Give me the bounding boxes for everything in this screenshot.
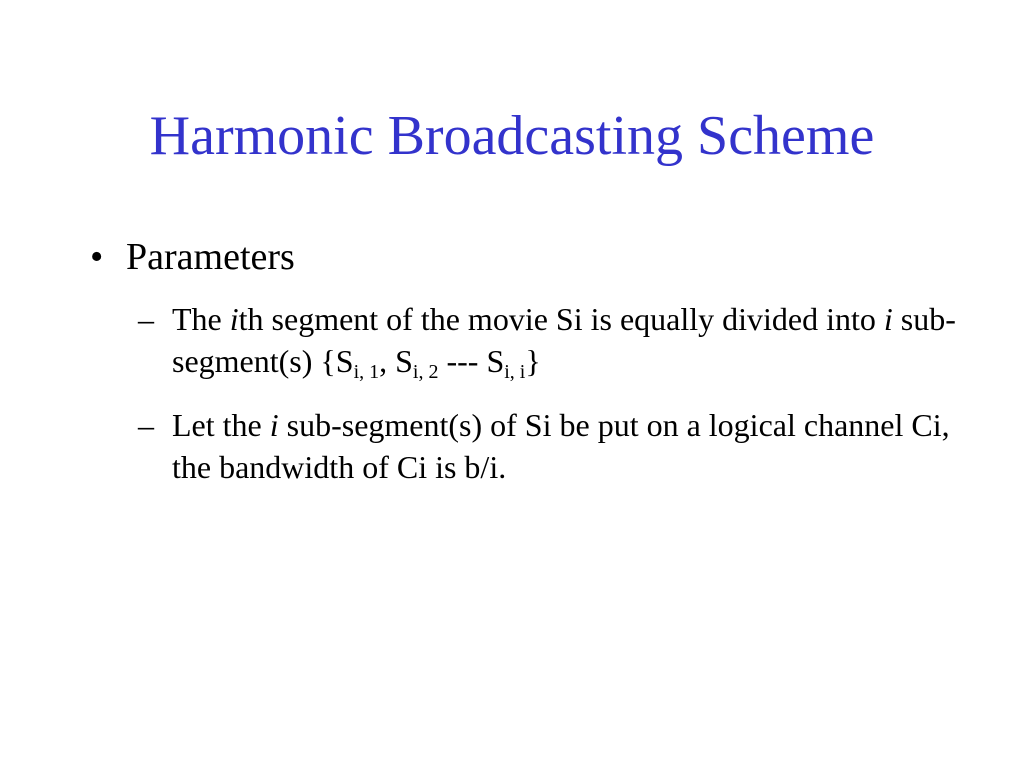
text-run: , S: [379, 343, 413, 379]
subscript: i, 2: [412, 361, 439, 383]
sub-bullet-logical-channel: [138, 404, 958, 488]
italic-text: i: [269, 407, 279, 443]
sub-bullet-text: [172, 404, 958, 488]
subscript: i, i: [504, 361, 526, 383]
bullet-icon: •: [90, 236, 104, 278]
slide-title: Harmonic Broadcasting Scheme: [149, 105, 875, 167]
dash-icon: –: [138, 301, 154, 337]
sub-bullet-segment-division: [138, 298, 958, 382]
bullet-parameters: [90, 233, 295, 281]
text-run: sub-segment(s) {S: [172, 301, 956, 379]
italic-text: i: [883, 301, 893, 337]
subscript: i, 1: [353, 361, 380, 383]
italic-text: i: [229, 301, 239, 337]
bullet-text: Parameters: [126, 236, 295, 278]
text-run: --- S: [438, 343, 505, 379]
text-run: }: [525, 343, 541, 379]
sub-bullet-text: [172, 298, 958, 382]
dash-icon: –: [138, 407, 154, 443]
text-run: Let the: [172, 407, 270, 443]
text-run: The: [172, 301, 230, 337]
text-run: th segment of the movie Si is equally divided into: [238, 301, 884, 337]
text-run: sub-segment(s) of Si be put on a logical channel Ci, the bandwidth of Ci is b/i.: [172, 407, 950, 485]
